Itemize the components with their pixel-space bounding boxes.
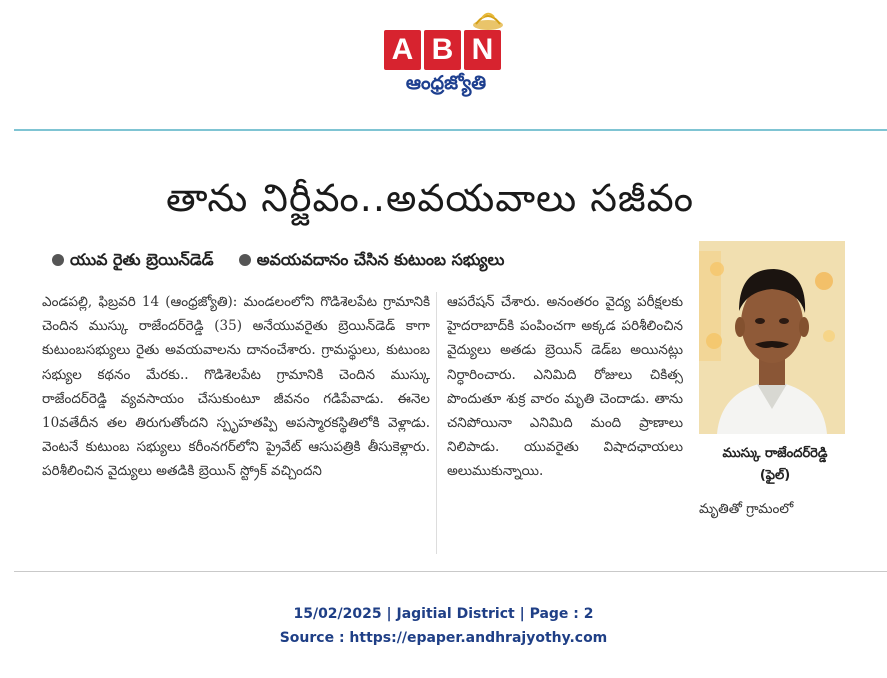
- logo-abn: [384, 30, 501, 70]
- column-divider: [436, 292, 437, 554]
- person-photo: [699, 241, 845, 434]
- column-2-text: ఆపరేషన్ చేశారు. అనంతరం వైద్య పరీక్షలకు హైదరాబాద్‌కి పంపించగా అక్కడ పరిశీలించిన వైద్యులు అతడు బ్రెయిన్ డెడ్‌బ అయినట్లు నిర్ధారించారు. ఎనిమిది రోజులు చికిత్స పొందుతూ శుక్ర వారం మృతి చెందాడు. తాను చనిపోయినా ఎనిమిది మంది ప్రాణాలు నిలిపాడు. యువరైతు విషాదఛాయలు అలుముకున్నాయి.: [447, 294, 683, 480]
- logo-letter-n: N: [464, 30, 501, 70]
- bullet-icon: [52, 254, 64, 266]
- bullet-icon: [239, 254, 251, 266]
- portrait-image: [699, 241, 845, 434]
- article-column-2: [447, 290, 683, 484]
- column-2-tail-text: మృతితో గ్రామంలో: [699, 501, 794, 517]
- caption-name: ముస్కు రాజేందర్‌రెడ్డి: [722, 446, 828, 461]
- footer-source-line: Source : https://epaper.andhrajyothy.com: [279, 630, 608, 646]
- page-footer: [0, 602, 887, 650]
- footer-date-line: 15/02/2025 | Jagitial District | Page : 2: [293, 606, 594, 622]
- column-1-text: ఎండపల్లి, ఫిబ్రవరి 14 (ఆంధ్రజ్యోతి): మండలంలోని గొడిశెలపేట గ్రామానికి చెందిన ముస్కు రాజేందర్‌రెడ్డి (35) అనేయువరైతు బ్రెయిన్‌డెడ్ కాగా కుటుంబసభ్యులు రైతు అవయవాలను దానంచేశారు. గ్రామస్థులు, కుటుంబ సభ్యుల కథనం మేరకు.. గొడిశెలపేట గ్రామానికి చెందిన ముస్కు రాజేందర్‌రెడ్డి వ్యవసాయం చేసుకుంటూ జీవనం గడిపేవాడు. ఈనెల 10వతేదీన తల తిరుగుతోందని స్పృహతప్పి అపస్మారకస్థితిలోకి వెళ్లాడు. వెంటనే కుటుంబ సభ్యులు కరీంనగర్‌లోని ప్రైవేట్ ఆసుపత్రికి తీసుకెళ్లారు. పరిశీలించిన వైద్యులు అతడికి బ్రెయిన్ స్ట్రోక్ వచ్చిందని: [42, 294, 430, 480]
- article-headline: తాను నిర్జీవం..అవయవాలు సజీవం: [166, 176, 694, 220]
- clipping-bottom-border: [14, 571, 887, 572]
- newspaper-logo: [384, 8, 508, 104]
- logo-letter-b: B: [424, 30, 461, 70]
- subhead-2: అవయవదానం చేసిన కుటుంబ సభ్యులు: [256, 250, 505, 269]
- subhead-1: యువ రైతు బ్రెయిన్‌డెడ్: [70, 250, 214, 269]
- photo-caption: [705, 443, 845, 487]
- caption-note: (ఫైల్): [759, 468, 791, 483]
- logo-letter-a: A: [384, 30, 421, 70]
- logo-subtitle: ఆంధ్రజ్యోతి: [405, 72, 487, 94]
- cup-icon: [470, 8, 506, 32]
- header-divider: [14, 129, 887, 131]
- article-subheads: [52, 250, 504, 273]
- article-column-1: [42, 290, 430, 484]
